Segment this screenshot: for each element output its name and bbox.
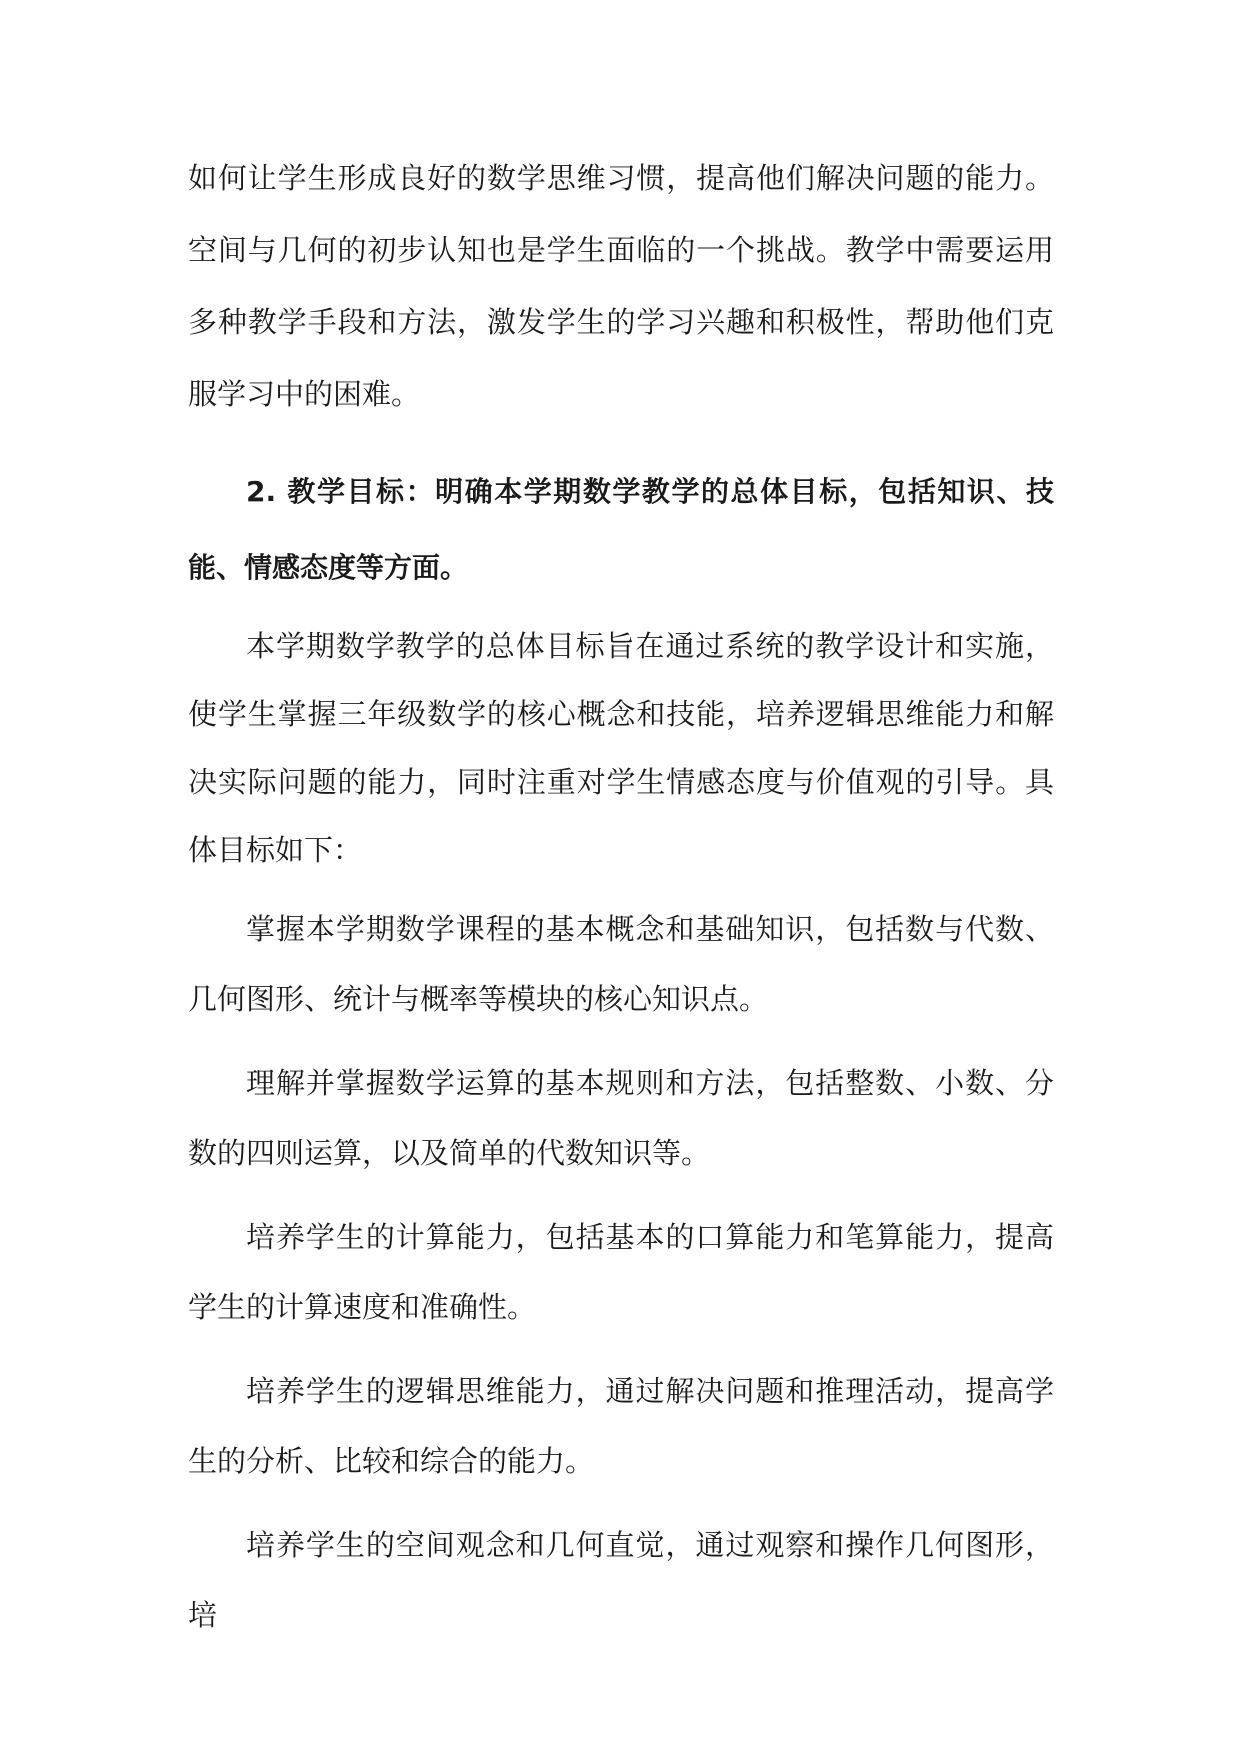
- goal-paragraph-3: 培养学生的计算能力，包括基本的口算能力和笔算能力，提高学生的计算速度和准确性。: [188, 1220, 1054, 1324]
- goal-paragraph-5: 培养学生的空间观念和几何直觉，通过观察和操作几何图形，培: [188, 1528, 1054, 1632]
- goal-paragraph-1: 掌握本学期数学课程的基本概念和基础知识，包括数与代数、几何图形、统计与概率等模块的核心知识点。: [188, 912, 1054, 1016]
- document-body: [188, 142, 1054, 1664]
- section-heading: 2. 教学目标：明确本学期数学教学的总体目标，包括知识、技能、情感态度等方面。: [188, 475, 1054, 584]
- continued-paragraph: 如何让学生形成良好的数学思维习惯，提高他们解决问题的能力。空间与几何的初步认知也是学生面临的一个挑战。教学中需要运用多种教学手段和方法，激发学生的学习兴趣和积极性，帮助他们克服学习中的困难。: [188, 161, 1054, 411]
- goal-paragraph-4: 培养学生的逻辑思维能力，通过解决问题和推理活动，提高学生的分析、比较和综合的能力。: [188, 1374, 1054, 1478]
- intro-paragraph: 本学期数学教学的总体目标旨在通过系统的教学设计和实施，使学生掌握三年级数学的核心概念和技能，培养逻辑思维能力和解决实际问题的能力，同时注重对学生情感态度与价值观的引导。具体目标如下：: [188, 629, 1054, 867]
- goal-paragraph-2: 理解并掌握数学运算的基本规则和方法，包括整数、小数、分数的四则运算，以及简单的代数知识等。: [188, 1066, 1054, 1170]
